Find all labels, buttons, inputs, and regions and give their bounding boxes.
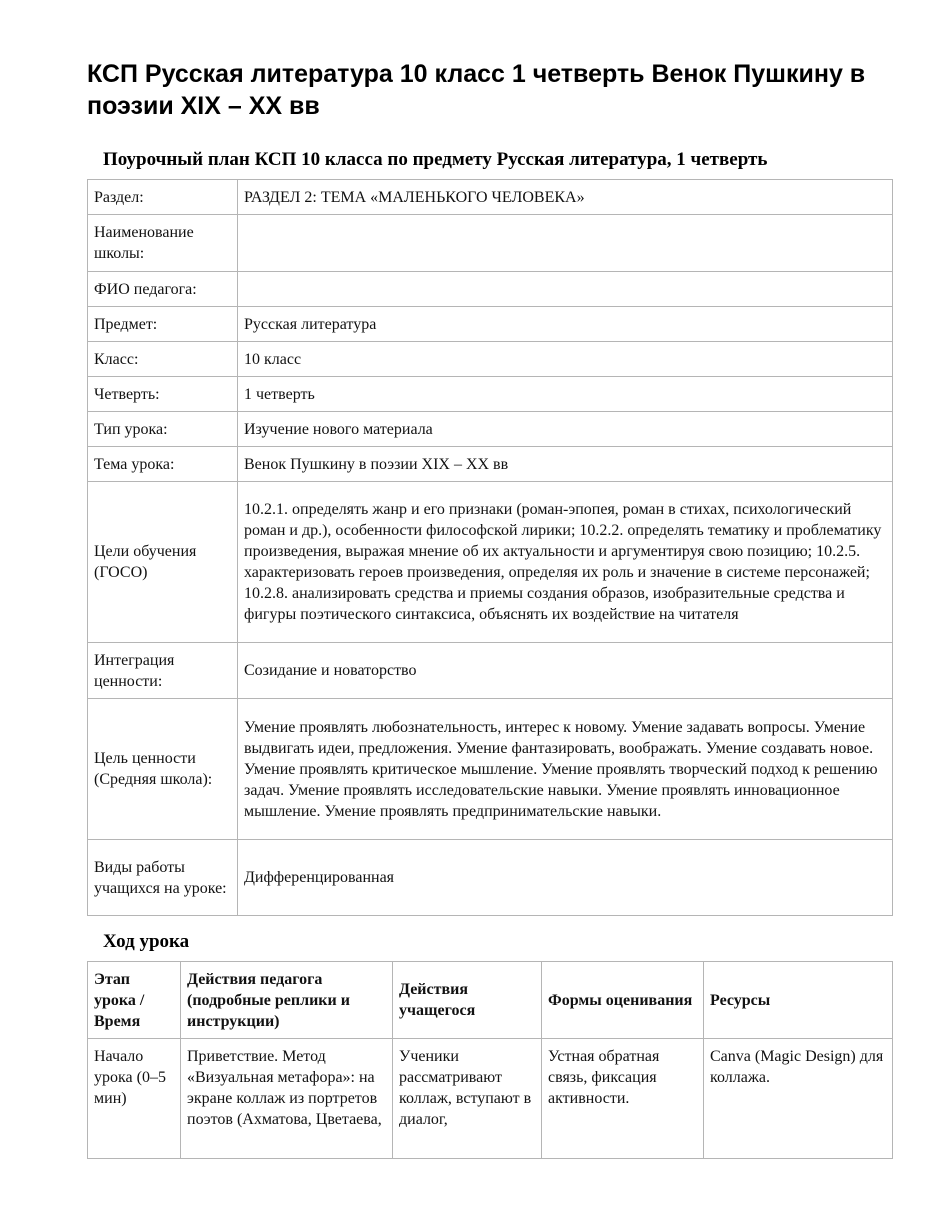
- table-row: [88, 699, 893, 840]
- row-value: [238, 215, 893, 272]
- lesson-info-table: [87, 179, 893, 916]
- row-label: Цели обучения (ГОСО): [88, 482, 238, 643]
- table-cell: Начало урока (0–5 мин): [88, 1039, 181, 1159]
- table-row: [88, 643, 893, 699]
- row-value: 10 класс: [238, 342, 893, 377]
- row-value: Дифференцированная: [238, 840, 893, 916]
- row-value: Русская литература: [238, 307, 893, 342]
- row-label: Предмет:: [88, 307, 238, 342]
- table-cell: Приветствие. Метод «Визуальная метафора»: на экране коллаж из портретов поэтов (Ахматова, Цветаева,: [181, 1039, 393, 1159]
- row-label: Раздел:: [88, 180, 238, 215]
- column-header: Действия учащегося: [393, 962, 542, 1039]
- table-row: [88, 1039, 893, 1159]
- column-header: Этап урока / Время: [88, 962, 181, 1039]
- table-row: [88, 482, 893, 643]
- plan-heading: Поурочный план КСП 10 класса по предмету Русская литература, 1 четверть: [103, 149, 768, 170]
- document-title: КСП Русская литература 10 класс 1 четверть Венок Пушкину в поэзии XIX – XX вв: [87, 60, 866, 120]
- row-value: Созидание и новаторство: [238, 643, 893, 699]
- row-value: РАЗДЕЛ 2: ТЕМА «МАЛЕНЬКОГО ЧЕЛОВЕКА»: [238, 180, 893, 215]
- column-header: Действия педагога (подробные реплики и инструкции): [181, 962, 393, 1039]
- column-header: Ресурсы: [704, 962, 893, 1039]
- row-value: 1 четверть: [238, 377, 893, 412]
- row-value: 10.2.1. определять жанр и его признаки (роман-эпопея, роман в стихах, психологический роман и др.), особенности философской лирики; 10.2.2. определять тематику и проблематику произведения, выражая мнение об их актуальности и аргументируя свою позицию; 10.2.5. характеризовать героев произведения, определяя их роль и значение в системе персонажей; 10.2.8. анализировать средства и приемы создания образов, изобразительные средства и фигуры поэтического синтаксиса, объяснять их воздействие на читателя: [238, 482, 893, 643]
- row-label: Четверть:: [88, 377, 238, 412]
- row-label: Тип урока:: [88, 412, 238, 447]
- table-row: [88, 412, 893, 447]
- table-row: [88, 377, 893, 412]
- row-value: Венок Пушкину в поэзии XIX – XX вв: [238, 447, 893, 482]
- table-row: [88, 180, 893, 215]
- column-header: Формы оценивания: [542, 962, 704, 1039]
- row-value: Умение проявлять любознательность, интерес к новому. Умение задавать вопросы. Умение выдвигать идеи, предложения. Умение фантазировать, воображать. Умение создавать новое. Умение проявлять критическое мышление. Умение проявлять творческий подход к решению задач. Умение проявлять исследовательские навыки. Умение проявлять инновационное мышление. Умение проявлять предпринимательские навыки.: [238, 699, 893, 840]
- lesson-flow-table: [87, 961, 893, 1159]
- row-value: [238, 272, 893, 307]
- row-label: Тема урока:: [88, 447, 238, 482]
- row-label: ФИО педагога:: [88, 272, 238, 307]
- table-cell: Canva (Magic Design) для коллажа.: [704, 1039, 893, 1159]
- lesson-heading: Ход урока: [103, 931, 190, 952]
- row-label: Цель ценности (Средняя школа):: [88, 699, 238, 840]
- row-label: Наименование школы:: [88, 215, 238, 272]
- table-row: [88, 215, 893, 272]
- row-label: Интеграция ценности:: [88, 643, 238, 699]
- table-row: [88, 840, 893, 916]
- table-row: [88, 307, 893, 342]
- row-label: Класс:: [88, 342, 238, 377]
- table-row: [88, 447, 893, 482]
- row-value: Изучение нового материала: [238, 412, 893, 447]
- table-cell: Устная обратная связь, фиксация активности.: [542, 1039, 704, 1159]
- table-row: [88, 342, 893, 377]
- table-cell: Ученики рассматривают коллаж, вступают в диалог,: [393, 1039, 542, 1159]
- row-label: Виды работы учащихся на уроке:: [88, 840, 238, 916]
- table-header-row: [88, 962, 893, 1039]
- table-row: [88, 272, 893, 307]
